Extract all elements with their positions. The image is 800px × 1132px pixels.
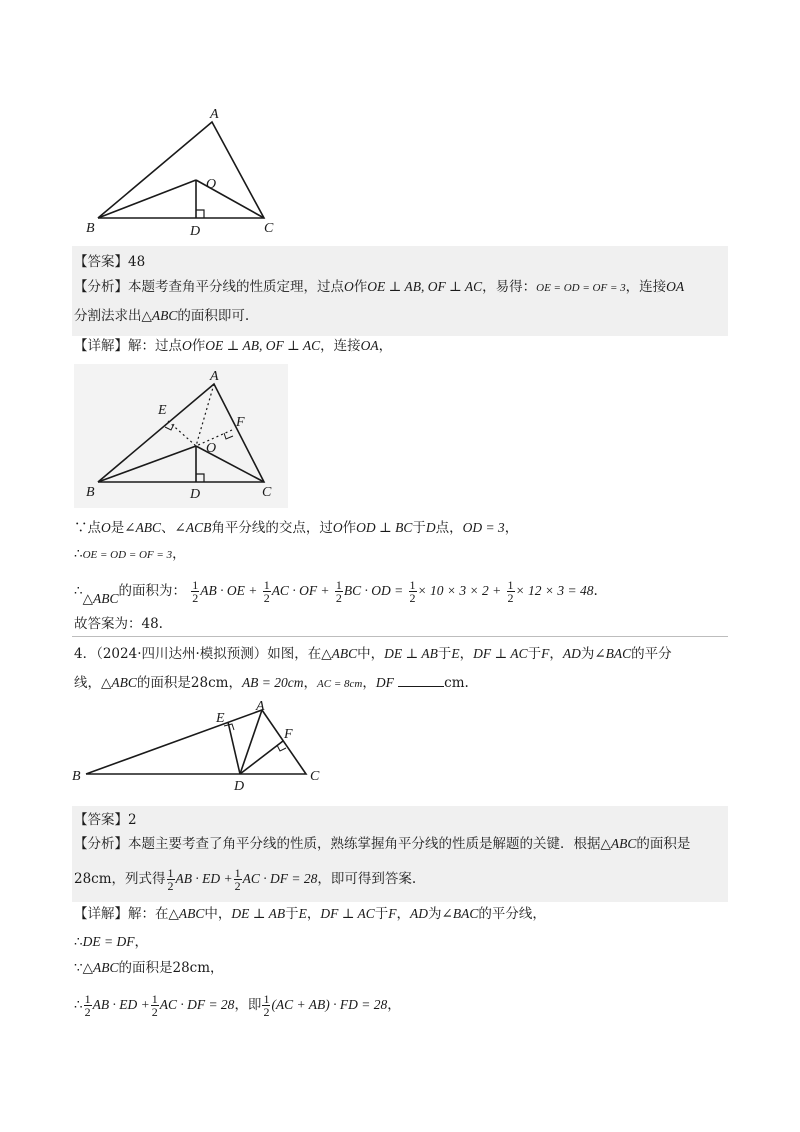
answer-2: 【答案】2 (74, 812, 137, 828)
figure-triangle-3 (66, 698, 336, 798)
label-A: A (256, 699, 265, 714)
therefore-line: ∴OE = OD = OF = 3， (74, 546, 186, 562)
analysis-1-cont: 分割法求出△ABC的面积即可. (74, 308, 250, 324)
label-D: D (190, 224, 201, 239)
label-A: A (210, 107, 219, 122)
label-C: C (310, 769, 320, 784)
analysis-2-cont: 28cm，列式得 $\frac{1}{2}$ AB · ED + $\frac{1}{2}$ AC · DF = 28，即可得到答案. (74, 866, 417, 893)
label-B: B (86, 221, 95, 236)
label-D: D (234, 779, 245, 794)
label-C: C (264, 221, 274, 236)
label-C: C (262, 485, 272, 500)
detail-2-line4: ∴ $\frac{1}{2}$ AB · ED + $\frac{1}{2}$ AC · DF = 28，即 $\frac{1}{2}$ (AC + AB) · FD = 28， (74, 992, 401, 1019)
detail-1: 【详解】解：过点O作OE ⊥ AB, OF ⊥ AC，连接OA， (74, 338, 393, 354)
answer-1: 【答案】48 (74, 254, 146, 270)
label-E: E (158, 403, 167, 418)
label-O: O (206, 441, 217, 456)
label-F: F (236, 415, 245, 430)
label-B: B (86, 485, 95, 500)
figure-triangle-2 (74, 364, 288, 508)
conclusion-1: 故答案为：48. (74, 616, 163, 632)
label-A: A (210, 369, 219, 384)
detail-2-line2: ∴DE = DF， (74, 934, 148, 950)
area-formula: ∴△ABC的面积为： $\frac{1}{2}$ AB · OE + $\frac{1}{2}$ AC · OF + $\frac{1}{2}$ BC · OD = $\frac{1}{2}$ × 10 × 3 × 2 + $\frac{1}{2}$ × 12 × 3 = 48. (74, 578, 598, 606)
detail-2: 【详解】解：在△ABC中，DE ⊥ AB于E，DF ⊥ AC于F，AD为∠BAC的平分线， (74, 906, 546, 922)
divider (72, 636, 728, 637)
label-E: E (216, 711, 225, 726)
label-F: F (284, 727, 293, 742)
figure-triangle-1 (78, 100, 298, 240)
q4-stem-line1: 4．（2024·四川达州·模拟预测）如图，在△ABC中，DE ⊥ AB于E，DF ⊥ AC于F，AD为∠BAC的平分 (74, 646, 672, 662)
label-O: O (206, 177, 217, 192)
detail-2-line3: ∵△ABC的面积是28cm， (74, 960, 224, 976)
q4-stem-line2: 线，△ABC的面积是28cm，AB = 20cm，AC = 8cm，DF cm. (74, 672, 469, 694)
label-B: B (72, 769, 81, 784)
label-D: D (190, 487, 201, 502)
analysis-1: 【分析】本题考查角平分线的性质定理，过点O作OE ⊥ AB, OF ⊥ AC，易得：OE = OD = OF = 3，连接OA (74, 279, 685, 295)
answer-blank (398, 672, 444, 687)
analysis-2: 【分析】本题主要考查了角平分线的性质，熟练掌握角平分线的性质是解题的关键．根据△ABC的面积是 (74, 836, 691, 852)
since-line: ∵点O是∠ABC、∠ACB角平分线的交点，过O作OD ⊥ BC于D点，OD = 3， (74, 520, 519, 536)
